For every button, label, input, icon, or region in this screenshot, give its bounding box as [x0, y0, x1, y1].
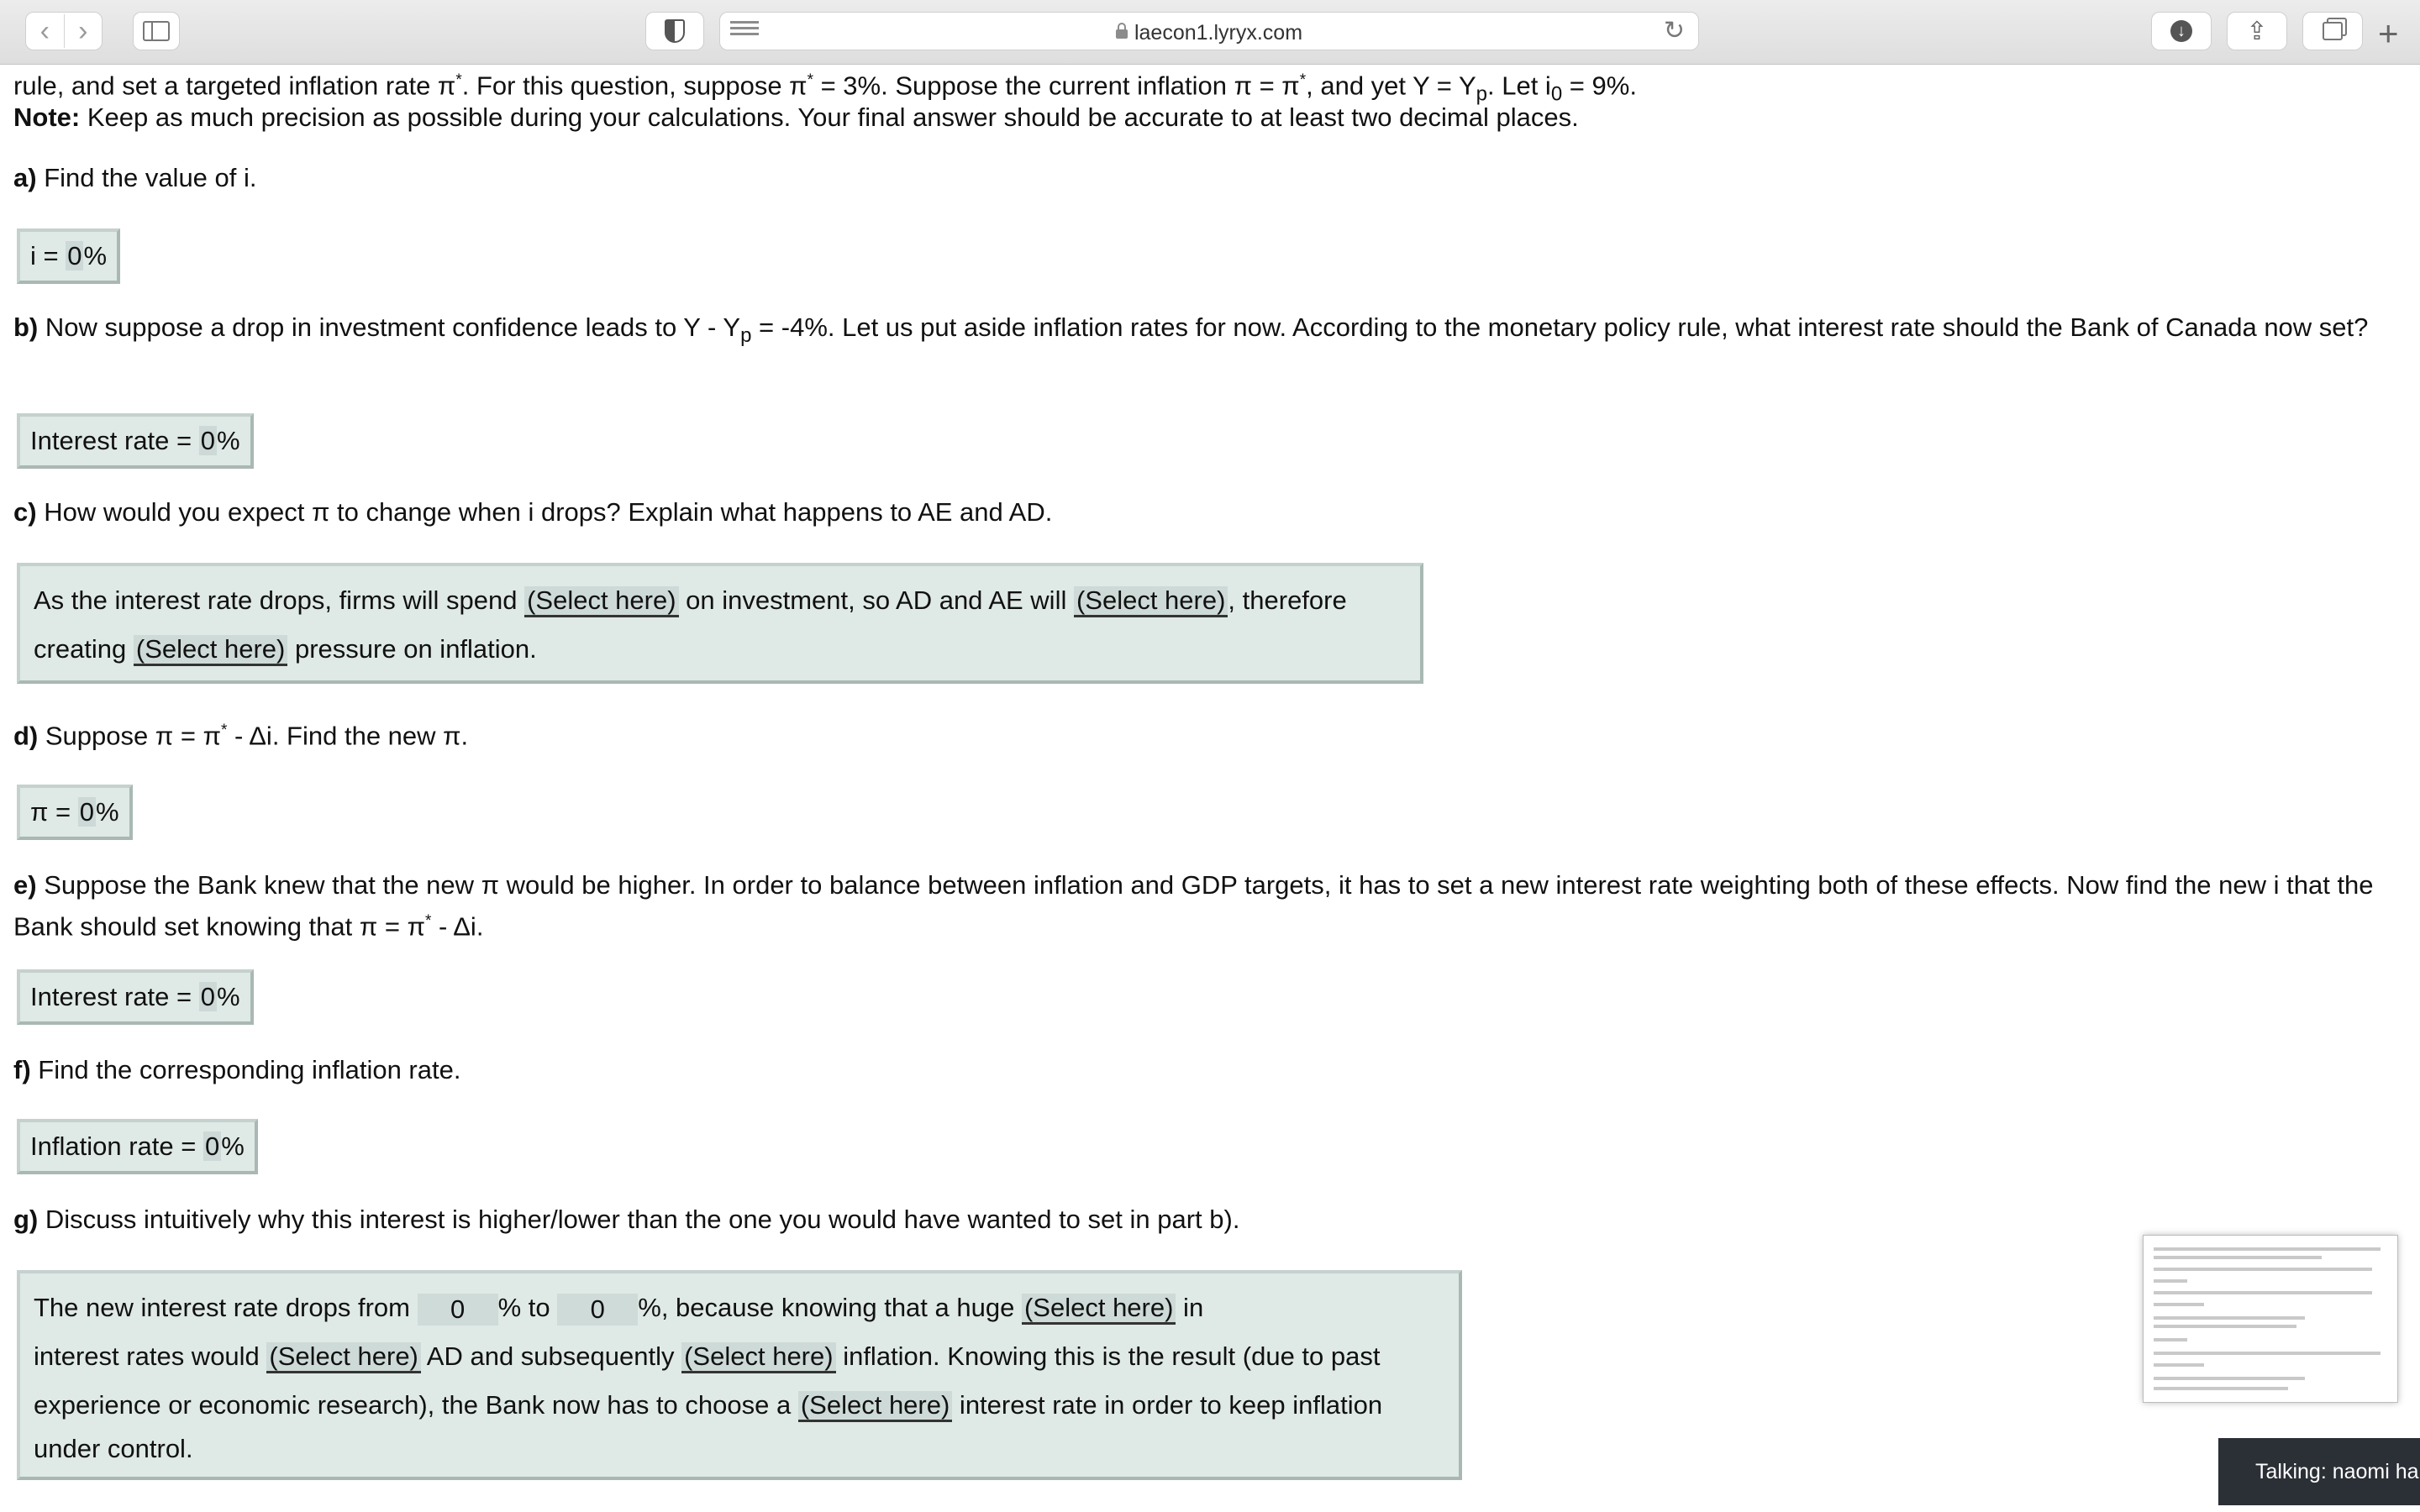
share-icon: ⇪ — [2246, 17, 2268, 45]
part-g-answer-box: The new interest rate drops from 0 % to 0 %, because knowing that a huge (Select here) in interest rates would (Select here) AD and subsequently (Select here) inflation. Knowing this is the result (due to past experience or economic research), the Bank now has to choose a (Select here) interest rate in order to keep inflation under control. — [17, 1270, 1462, 1480]
part-g-select-4[interactable]: (Select here) — [798, 1391, 952, 1422]
download-icon: ↓ — [2170, 20, 2192, 42]
page-thumbnail-preview[interactable] — [2143, 1235, 2398, 1403]
nav-buttons — [25, 12, 103, 50]
part-c-prompt: c) How would you expect π to change when i drops? Explain what happens to AE and AD. — [13, 497, 1053, 527]
part-c-select-2[interactable]: (Select here) — [1074, 586, 1228, 617]
part-a-prompt: a) Find the value of i. — [13, 163, 257, 192]
browser-toolbar — [0, 0, 2420, 65]
share-button[interactable] — [2227, 12, 2287, 50]
shield-icon — [665, 19, 685, 43]
tab-overview-button[interactable] — [2302, 12, 2363, 50]
part-g-select-3[interactable]: (Select here) — [681, 1342, 835, 1373]
tabs-icon — [2323, 22, 2343, 40]
part-e-answer-field[interactable]: Interest rate = 0% — [17, 969, 254, 1025]
talking-indicator: Talking: naomi ha — [2218, 1438, 2420, 1505]
part-c-select-1[interactable]: (Select here) — [524, 586, 678, 617]
part-g-select-1[interactable]: (Select here) — [1022, 1294, 1176, 1325]
part-d-prompt: d) Suppose π = π* - Δi. Find the new π. — [13, 721, 469, 751]
note-line: Note: Keep as much precision as possible during your calculations. Your final answer should be accurate to at least two decimal places. — [13, 102, 1579, 132]
reload-icon[interactable]: ↻ — [1663, 17, 1685, 45]
part-b-prompt: b) Now suppose a drop in investment confidence leads to $Y - Y_p = -4\%$. Let us put aside inflation rates for now. According to the monetary policy rule, what interest rate should the Bank of Canada now set? — [13, 312, 2369, 348]
url-text: laecon1.lyryx.com — [720, 21, 1698, 45]
part-g-from-input[interactable]: 0 — [418, 1294, 498, 1326]
part-c-answer-box: As the interest rate drops, firms will spend (Select here) on investment, so AD and AE will (Select here), therefore creating (Select here) pressure on inflation. — [17, 563, 1423, 684]
forward-chevron-icon[interactable]: › — [64, 14, 103, 48]
sidebar-icon — [143, 21, 170, 41]
privacy-shield-button[interactable] — [645, 12, 704, 50]
part-g-prompt: g) Discuss intuitively why this interest is higher/lower than the one you would have wanted to set in part b). — [13, 1205, 1240, 1234]
address-bar[interactable] — [719, 12, 1699, 50]
part-d-answer-field[interactable]: π = 0% — [17, 785, 133, 840]
part-f-answer-field[interactable]: Inflation rate = 0% — [17, 1119, 258, 1174]
new-tab-icon[interactable]: + — [2378, 13, 2399, 53]
part-g-to-input[interactable]: 0 — [557, 1294, 638, 1326]
downloads-button[interactable] — [2151, 12, 2212, 50]
part-b-answer-field[interactable]: Interest rate = 0% — [17, 413, 254, 469]
lock-icon — [1116, 29, 1128, 39]
part-g-select-2[interactable]: (Select here) — [266, 1342, 420, 1373]
back-chevron-icon[interactable]: ‹ — [39, 15, 50, 47]
part-e-prompt: e) Suppose the Bank knew that the new π would be higher. In order to balance between inflation and GDP targets, it has to set a new interest rate weighting both of these effects. Now find the new i that the Bank should set knowing that π = π* - Δi. — [13, 870, 2374, 942]
part-f-prompt: f) Find the corresponding inflation rate. — [13, 1055, 461, 1084]
intro-line: rule, and set a targeted inflation rate π*. For this question, suppose π* = 3%. Suppose the current inflation π = π*, and yet $Y = Y_p$. Let $i_0 = 9\%$. — [13, 71, 1637, 106]
part-c-select-3[interactable]: (Select here) — [134, 635, 287, 666]
sidebar-toggle-button[interactable] — [133, 12, 180, 50]
part-a-answer-field[interactable]: i = 0% — [17, 228, 120, 284]
